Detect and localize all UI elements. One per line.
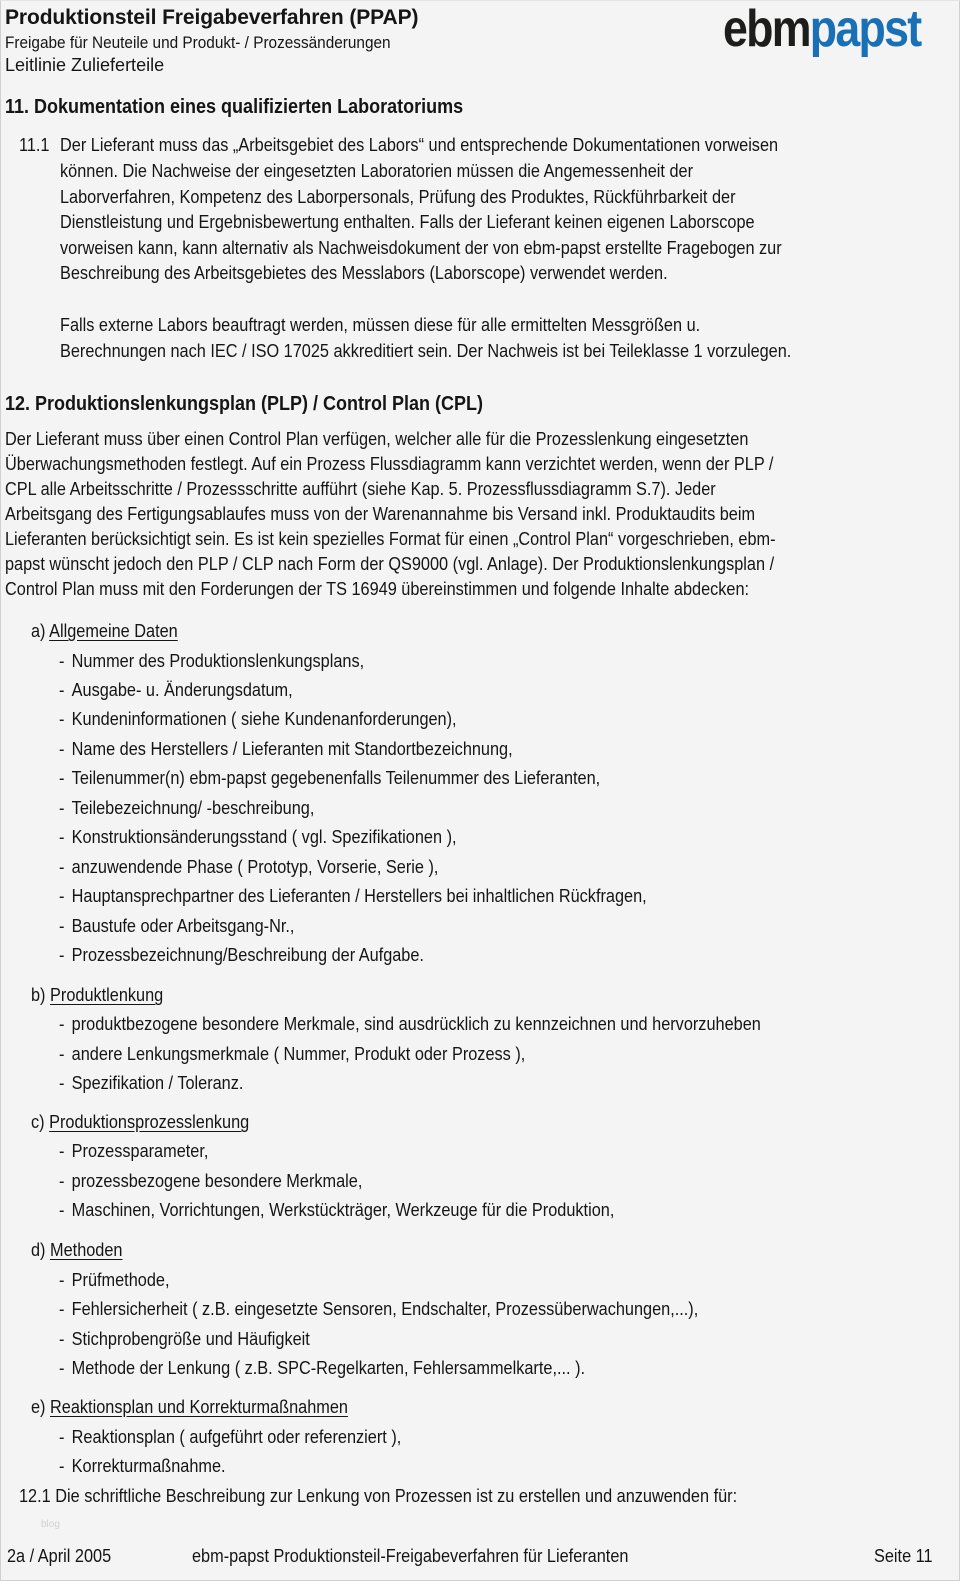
list-item-text: Prozessbezeichnung/Beschreibung der Aufgabe. xyxy=(71,945,424,965)
footer-page-number: Seite 11 xyxy=(874,1546,933,1566)
list-item xyxy=(59,769,600,787)
list-item-text: Baustufe oder Arbeitsgang-Nr., xyxy=(71,916,295,936)
group-title: Methoden xyxy=(50,1240,123,1260)
section-11-para2-line: Berechnungen nach IEC / ISO 17025 akkreditiert sein. Der Nachweis ist bei Teileklasse 1 vorzulegen. xyxy=(60,341,792,361)
bullet-dash: - xyxy=(59,827,65,847)
bullet-dash: - xyxy=(59,798,65,818)
section-12-1-number: 12.1 xyxy=(19,1486,51,1506)
list-item xyxy=(59,1330,310,1348)
list-item-text: Teilebezeichnung/ -beschreibung, xyxy=(71,798,315,818)
section-11-para1-line: Dienstleistung und Ergebnisbewertung enthalten. Falls der Lieferant keinen eigenen Laborscope xyxy=(60,212,755,232)
group-title: Produktionsprozesslenkung xyxy=(49,1112,250,1132)
ebmpapst-logo xyxy=(723,0,921,58)
list-item-text: Konstruktionsänderungsstand ( vgl. Spezifikationen ), xyxy=(71,827,457,847)
list-item xyxy=(59,740,513,758)
group-letter: a) xyxy=(31,621,46,641)
section-11-1-number: 11.1 xyxy=(19,135,50,155)
list-item xyxy=(59,946,424,964)
list-item-text: Kundeninformationen ( siehe Kundenanforderungen), xyxy=(71,709,457,729)
section-11-para1-line: Laborverfahren, Kompetenz des Laborpersonals, Prüfung des Produktes, Rückführbarkeit der xyxy=(60,187,736,207)
list-item-text: Ausgabe- u. Änderungsdatum, xyxy=(71,680,293,700)
section-12-intro-line: CPL alle Arbeitsschritte / Prozessschritte aufführt (siehe Kap. 5. Prozessflussdiagramm S.7). Jeder xyxy=(5,479,716,499)
logo-papst: papst xyxy=(809,0,921,58)
group-letter: d) xyxy=(31,1240,46,1260)
group-letter: c) xyxy=(31,1112,45,1132)
list-item xyxy=(59,1015,761,1033)
list-item xyxy=(59,681,293,699)
list-item xyxy=(59,1074,243,1092)
list-item xyxy=(59,858,438,876)
document-subtitle: Freigabe für Neuteile und Produkt- / Prozessänderungen xyxy=(5,34,391,52)
section-11-para1-line: können. Die Nachweise der eingesetzten Laboratorien müssen die Angemessenheit der xyxy=(60,161,693,181)
section-12-heading: 12. Produktionslenkungsplan (PLP) / Control Plan (CPL) xyxy=(5,393,484,415)
list-item-text: Methode der Lenkung ( z.B. SPC-Regelkarten, Fehlersammelkarte,... ). xyxy=(71,1358,586,1378)
document-title: Produktionsteil Freigabeverfahren (PPAP) xyxy=(5,6,419,29)
list-item xyxy=(59,1359,585,1377)
bullet-dash: - xyxy=(59,1358,65,1378)
list-item xyxy=(59,1271,169,1289)
bullet-dash: - xyxy=(59,1200,65,1220)
list-item-text: produktbezogene besondere Merkmale, sind ausdrücklich zu kennzeichnen und hervorzuheben xyxy=(71,1014,761,1034)
watermark-text: blog xyxy=(41,1519,60,1530)
section-11-para1-line: vorweisen kann, kann alternativ als Nachweisdokument der von ebm-papst erstellte Fragebogen zur xyxy=(60,238,782,258)
list-item-text: Korrekturmaßnahme. xyxy=(71,1456,226,1476)
section-12-intro-line: Überwachungsmethoden festlegt. Auf ein Prozess Flussdiagramm kann verzichtet werden, wenn der PLP / xyxy=(5,454,774,474)
footer-document-title: ebm-papst Produktionsteil-Freigabeverfahren für Lieferanten xyxy=(192,1546,629,1566)
bullet-dash: - xyxy=(59,1044,65,1064)
bullet-dash: - xyxy=(59,916,65,936)
bullet-dash: - xyxy=(59,1329,65,1349)
list-item-text: Teilenummer(n) ebm-papst gegebenenfalls Teilenummer des Lieferanten, xyxy=(71,768,601,788)
list-item xyxy=(59,710,457,728)
list-item xyxy=(59,799,314,817)
document-subtitle-guideline: Leitlinie Zulieferteile xyxy=(5,55,165,75)
list-item xyxy=(59,1300,698,1318)
bullet-dash: - xyxy=(59,1299,65,1319)
bullet-dash: - xyxy=(59,1456,65,1476)
bullet-dash: - xyxy=(59,709,65,729)
bullet-dash: - xyxy=(59,945,65,965)
group-title: Allgemeine Daten xyxy=(49,621,178,641)
section-11-para1-line: Beschreibung des Arbeitsgebietes des Messlabors (Laborscope) verwendet werden. xyxy=(60,263,668,283)
list-item xyxy=(59,1457,226,1475)
list-item xyxy=(59,1428,401,1446)
bullet-dash: - xyxy=(59,857,65,877)
list-item xyxy=(59,887,647,905)
section-12-1-text: Die schriftliche Beschreibung zur Lenkung von Prozessen ist zu erstellen und anzuwenden für: xyxy=(55,1486,738,1506)
bullet-dash: - xyxy=(59,1270,65,1290)
section-12-intro-line: Arbeitsgang des Fertigungsablaufes muss von der Warenannahme bis Versand inkl. Produktaudits beim xyxy=(5,504,756,524)
bullet-dash: - xyxy=(59,651,65,671)
group-e-heading xyxy=(31,1398,348,1416)
list-item-text: Nummer des Produktionslenkungsplans, xyxy=(71,651,365,671)
list-item-text: Prozessparameter, xyxy=(71,1141,209,1161)
list-item xyxy=(59,1201,614,1219)
list-item-text: Maschinen, Vorrichtungen, Werkstückträger, Werkzeuge für die Produktion, xyxy=(71,1200,615,1220)
list-item-text: Fehlersicherheit ( z.B. eingesetzte Sensoren, Endschalter, Prozessüberwachungen,...), xyxy=(71,1299,699,1319)
list-item-text: Spezifikation / Toleranz. xyxy=(71,1073,244,1093)
section-11-para2-line: Falls externe Labors beauftragt werden, müssen diese für alle ermittelten Messgrößen u. xyxy=(60,315,701,335)
group-a-heading xyxy=(31,622,178,640)
logo-ebm: ebm xyxy=(723,0,810,58)
list-item xyxy=(59,1142,208,1160)
list-item-text: anzuwendende Phase ( Prototyp, Vorserie, Serie ), xyxy=(71,857,439,877)
group-letter: e) xyxy=(31,1397,46,1417)
list-item xyxy=(59,1045,525,1063)
bullet-dash: - xyxy=(59,1427,65,1447)
list-item-text: Reaktionsplan ( aufgeführt oder referenziert ), xyxy=(71,1427,402,1447)
bullet-dash: - xyxy=(59,1171,65,1191)
list-item-text: Stichprobengröße und Häufigkeit xyxy=(71,1329,310,1349)
group-title: Produktlenkung xyxy=(50,985,164,1005)
group-letter: b) xyxy=(31,985,46,1005)
bullet-dash: - xyxy=(59,1073,65,1093)
list-item-text: andere Lenkungsmerkmale ( Nummer, Produkt oder Prozess ), xyxy=(71,1044,526,1064)
section-12-intro-line: papst wünscht jedoch den PLP / CLP nach Form der QS9000 (vgl. Anlage). Der Produktionslenkungsplan / xyxy=(5,554,775,574)
list-item xyxy=(59,917,294,935)
list-item xyxy=(59,652,364,670)
group-title: Reaktionsplan und Korrekturmaßnahmen xyxy=(50,1397,348,1417)
bullet-dash: - xyxy=(59,739,65,759)
group-d-heading xyxy=(31,1241,122,1259)
list-item-text: Name des Herstellers / Lieferanten mit Standortbezeichnung, xyxy=(71,739,513,759)
section-12-1 xyxy=(19,1487,737,1505)
section-11-heading: 11. Dokumentation eines qualifizierten Laboratoriums xyxy=(5,96,464,118)
section-12-intro-line: Der Lieferant muss über einen Control Plan verfügen, welcher alle für die Prozesslenkung eingesetzten xyxy=(5,429,749,449)
bullet-dash: - xyxy=(59,680,65,700)
group-b-heading xyxy=(31,986,163,1004)
bullet-dash: - xyxy=(59,886,65,906)
section-12-intro-line: Control Plan muss mit den Forderungen der TS 16949 übereinstimmen und folgende Inhalte abdecken: xyxy=(5,579,750,599)
bullet-dash: - xyxy=(59,1141,65,1161)
bullet-dash: - xyxy=(59,1014,65,1034)
bullet-dash: - xyxy=(59,768,65,788)
list-item-text: Hauptansprechpartner des Lieferanten / Herstellers bei inhaltlichen Rückfragen, xyxy=(71,886,647,906)
list-item-text: Prüfmethode, xyxy=(71,1270,170,1290)
list-item xyxy=(59,1172,362,1190)
footer-version: 2a / April 2005 xyxy=(7,1546,112,1566)
section-11-para1-line: Der Lieferant muss das „Arbeitsgebiet des Labors“ und entsprechende Dokumentationen vorweisen xyxy=(60,135,779,155)
list-item-text: prozessbezogene besondere Merkmale, xyxy=(71,1171,363,1191)
section-12-intro-line: Lieferanten berücksichtigt sein. Es ist kein spezielles Format für einen „Control Plan“ vorgeschrieben, ebm- xyxy=(5,529,776,549)
list-item xyxy=(59,828,457,846)
group-c-heading xyxy=(31,1113,249,1131)
